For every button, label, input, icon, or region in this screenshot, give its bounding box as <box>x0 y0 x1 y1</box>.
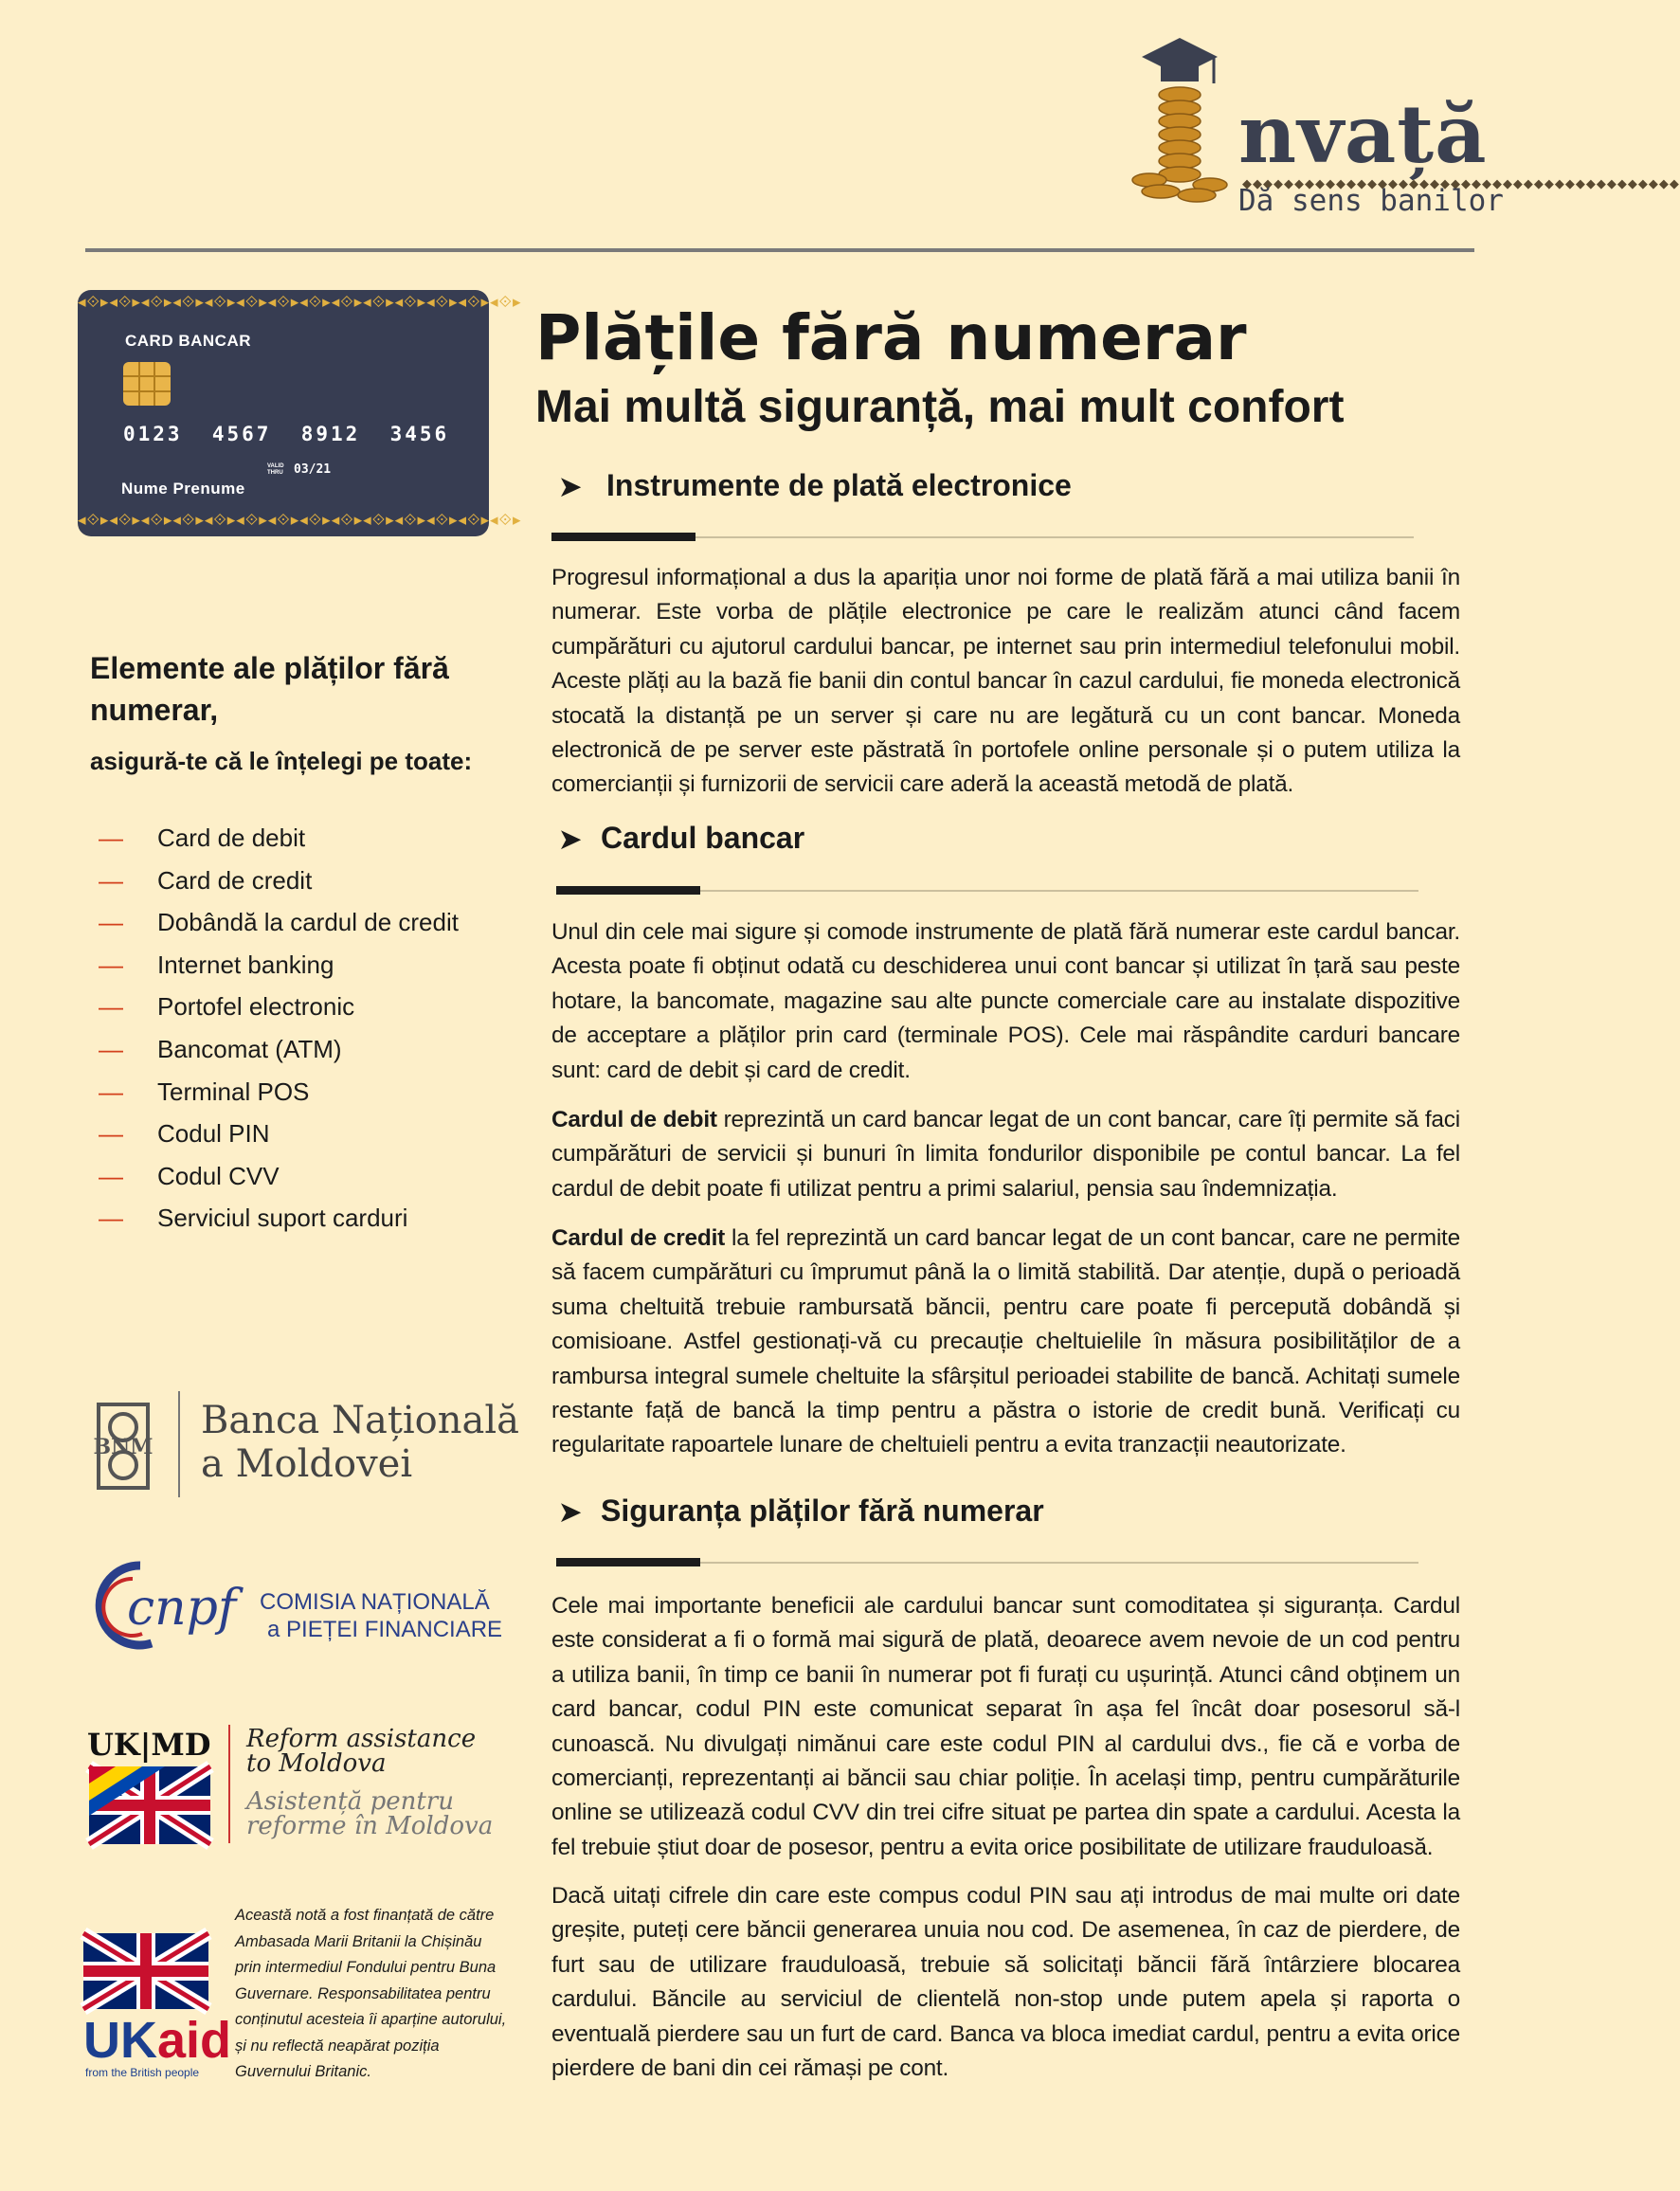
ukmd-english-line2: to Moldova <box>246 1749 387 1778</box>
cnpf-emblem-icon <box>83 1554 254 1649</box>
ukmd-romanian-line2: reforme în Moldova <box>246 1812 494 1840</box>
list-item-label: Card de debit <box>157 824 306 852</box>
list-item-label: Dobândă la cardul de credit <box>157 908 459 937</box>
graduation-coins-icon <box>1123 28 1246 218</box>
logo-tagline: Dă sens banilor <box>1238 184 1504 218</box>
dash-icon: — <box>99 865 123 895</box>
arrow-icon: ➤ <box>559 472 582 501</box>
funding-note: Această notă a fost finanțată de către Ambasada Marii Britanii la Chișinău prin intermediul Fondului pentru Buna Guvernare. Responsabilitatea pentru conținutul acesteia îi aparține autorului, și nu reflectă neapărat poziția Guvernului Britanic. <box>235 1907 507 2080</box>
bnm-name-line2: a Moldovei <box>201 1442 413 1486</box>
section-heading-text: Instrumente de plată electronice <box>606 468 1072 502</box>
card-pattern-bottom: ◂⟐▸◂⟐▸◂⟐▸◂⟐▸◂⟐▸◂⟐▸◂⟐▸◂⟐▸◂⟐▸◂⟐▸◂⟐▸◂⟐▸◂⟐▸◂⟐▸ <box>78 511 522 530</box>
cnpf-name-line2: a PIEȚEI FINANCIARE <box>267 1617 503 1642</box>
list-item-label: Portofel electronic <box>157 992 355 1022</box>
dash-icon: — <box>99 1034 123 1063</box>
section-divider <box>556 1562 1418 1564</box>
list-item <box>99 1075 459 1117</box>
card-holder-name: Nume Prenume <box>121 480 245 498</box>
sidebar-title: Elemente ale plăților fără numerar, <box>90 651 449 727</box>
bnm-logo <box>83 1391 520 1503</box>
paragraph-cardul-intro: Unul din cele mai sigure și comode instrumente de plată fără numerar este cardul bancar. Acesta poate fi obținut odată cu deschiderea unui cont bancar și utilizat în țară sau peste hotare, la bancomate, magazine sau alte puncte comerciale care au instalate dispozitive de acceptare a plăților prin card (terminale POS). Cele mai răspândite carduri bancare sunt: card de debit și card de credit. <box>551 919 1460 1083</box>
ukmd-romanian-line1: Asistență pentru <box>246 1787 454 1816</box>
list-item <box>99 905 459 948</box>
ukmd-logo <box>87 1725 504 1848</box>
logo-word: nvață <box>1238 87 1488 181</box>
dash-icon: — <box>99 908 123 937</box>
cnpf-name-line1: COMISIA NAȚIONALĂ <box>260 1589 490 1615</box>
list-item <box>99 1032 459 1075</box>
sidebar-list <box>99 821 459 1243</box>
section-divider <box>551 536 1414 538</box>
dash-icon: — <box>99 1077 123 1106</box>
uk-moldova-flag-icon <box>89 1766 210 1844</box>
invata-logo <box>1123 28 1680 218</box>
section-divider <box>556 890 1418 892</box>
page-title: Plățile fără numerar <box>535 301 1247 374</box>
paragraph-siguranta-1: Cele mai importante beneficii ale cardului bancar sunt comoditatea și siguranța. Cardul este considerat a fi o formă mai sigură de plată, deoarece avem nevoie de un cod pentru a utiliza banii, în timp ce banii în numerar pot fi furați cu ușurință. Atunci când obținem un card bancar, codul PIN este comunicat separat în așa fel încât doar posesorul să-l cunoască. Nu divulgați nimănui care este codul PIN al cardului dvs., fie că e vorba de comercianți, reprezentanți ai băncii sau chiar poliție. În același timp, pentru cumpărăturile online se utilizează codul CVV din trei cifre situat pe partea din spate a cardului. Acesta la fel trebuie știut doar de posesor, pentru a evita orice posibilitate de utilizare frauduloasă. <box>551 1593 1460 1860</box>
list-item <box>99 1159 459 1202</box>
list-item-label: Serviciul suport carduri <box>157 1204 408 1233</box>
dash-icon: — <box>99 992 123 1022</box>
list-item <box>99 821 459 863</box>
paragraph-instrumente: Progresul informațional a dus la apariția unor noi forme de plată fără a mai utiliza banii în numerar. Este vorba de plățile electronice pe care le realizăm atunci când facem cumpărături cu ajutorul cardului bancar, pe internet sau prin intermediul telefonului mobil. Aceste plăți au la bază fie banii din contul bancar în cazul cardului, fie moneda electronică stocată la distanță pe un server și care nu are legătură cu un cont bancar. Moneda electronică de pe server este păstrată în portofele online personale și o putem utiliza la comercianții și furnizorii de servicii care aderă la această metodă de plată. <box>551 565 1460 798</box>
bnm-seal-text: BNM <box>93 1435 154 1459</box>
arrow-icon: ➤ <box>559 824 582 854</box>
arrow-icon: ➤ <box>559 1497 582 1527</box>
section-heading-text: Siguranța plăților fără numerar <box>601 1494 1044 1528</box>
term-card-debit: Cardul de debit <box>551 1107 717 1132</box>
list-item-label: Codul CVV <box>157 1161 280 1190</box>
ukaid-tagline: from the British people <box>85 2066 200 2079</box>
card-chip-icon <box>123 362 171 406</box>
section-heading-text: Cardul bancar <box>601 821 805 855</box>
list-item-label: Bancomat (ATM) <box>157 1034 342 1063</box>
bank-card-illustration <box>78 290 522 536</box>
list-item-label: Codul PIN <box>157 1119 270 1149</box>
logo-divider: ◆◆◆◆◆◆◆◆◆◆◆◆◆◆◆◆◆◆◆◆◆◆◆◆◆◆◆◆◆◆◆◆◆◆◆◆◆◆◆◆◆◆ <box>1242 176 1680 190</box>
list-item-label: Card de credit <box>157 865 313 895</box>
list-item <box>99 948 459 990</box>
section-heading-instrumente <box>559 468 1072 503</box>
paragraph-card-credit: Cardul de credit la fel reprezintă un card bancar legat de un cont bancar, care ne permite să facem cumpărături cu împrumut până la o limită stabilită. Dar atenție, după o perioadă suma cheltuită trebuie rambursată băncii, pentru care poate fi percepută dobândă și comisioane. Astfel gestionați-vă cu precauție cheltuielile în măsura posibilităților de a rambursa integral sumele cheltuite la sfârșitul perioadei stabilite de bancă. Achitați sumele restante față de bancă la timp pentru a păstra o istorie de credit bună. Verificați cu regularitate rapoartele lunare de cheltuieli pentru a evita tranzacții neautorizate. <box>551 1225 1460 1458</box>
list-item <box>99 1116 459 1159</box>
dash-icon: — <box>99 1161 123 1190</box>
ukmd-english-line1: Reform assistance <box>246 1725 477 1753</box>
cnpf-mark: cnpf <box>127 1580 237 1637</box>
sidebar-subtitle: asigură-te că le înțelegi pe toate: <box>90 747 473 775</box>
cnpf-logo <box>83 1554 503 1658</box>
dash-icon: — <box>99 1204 123 1233</box>
section-heading-siguranta <box>559 1494 1044 1529</box>
paragraph-siguranta-2: Dacă uitați cifrele din care este compus codul PIN sau ați introdus de mai multe ori date greșite, puteți cere băncii generarea unuia nou cod. De asemenea, în caz de pierdere, de furt sau de utilizare frauduloasă, trebuie să solicitați băncii fără întârziere blocarea cardului. Băncile au serviciul de clientelă non-stop unde putem apela și raporta o eventuală pierdere sau un furt de card. Banca va bloca imediat cardul, pentru a evita orice pierdere de bani din cei rămași pe cont. <box>551 1883 1460 2082</box>
paragraph-card-debit: Cardul de debit reprezintă un card bancar legat de un cont bancar, care îți permite să faci cumpărături de servicii și bunuri în limita fondurilor disponibile pe contul bancar. La fel cardul de debit poate fi utilizat pentru a primi salariul, pensia sau îndemnizația. <box>551 1107 1460 1202</box>
union-jack-icon <box>83 1933 208 2009</box>
card-pattern-top: ◂⟐▸◂⟐▸◂⟐▸◂⟐▸◂⟐▸◂⟐▸◂⟐▸◂⟐▸◂⟐▸◂⟐▸◂⟐▸◂⟐▸◂⟐▸◂⟐▸ <box>78 293 522 312</box>
page-subtitle: Mai multă siguranță, mai mult confort <box>535 382 1345 432</box>
ukaid-logo <box>83 1933 235 2079</box>
list-item <box>99 1201 459 1243</box>
card-label: CARD BANCAR <box>125 332 251 350</box>
dash-icon: — <box>99 950 123 979</box>
list-item <box>99 989 459 1032</box>
ukaid-wordmark: UKaid <box>83 2012 232 2069</box>
header-divider <box>85 248 1474 252</box>
list-item-label: Internet banking <box>157 950 334 979</box>
section-heading-cardul <box>559 821 804 856</box>
bnm-name-line1: Banca Națională <box>201 1399 520 1442</box>
bnm-seal-icon <box>83 1399 163 1494</box>
term-card-credit: Cardul de credit <box>551 1225 726 1251</box>
list-item <box>99 863 459 906</box>
dash-icon: — <box>99 824 123 852</box>
ukmd-label: UK|MD <box>87 1727 211 1763</box>
card-number: 0123 4567 8912 3456 <box>123 423 450 445</box>
list-item-label: Terminal POS <box>157 1077 310 1106</box>
card-valid-label: VALID THRU <box>267 463 284 476</box>
card-valid-date: 03/21 <box>294 462 332 477</box>
dash-icon: — <box>99 1119 123 1149</box>
